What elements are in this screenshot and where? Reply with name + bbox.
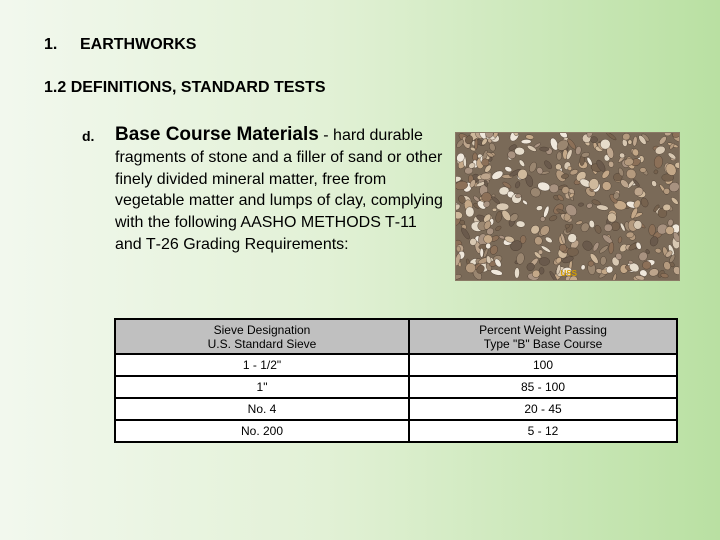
table-row (115, 398, 677, 420)
header-sieve-line1: Sieve Designation (213, 322, 311, 337)
sieve-cell: 1" (115, 376, 409, 398)
pebble (486, 243, 491, 249)
pebble (539, 267, 544, 274)
sieve-cell: No. 4 (115, 398, 409, 420)
pebble (567, 248, 579, 257)
table-row (115, 376, 677, 398)
section-number: 1. (44, 36, 58, 53)
pebble (539, 258, 550, 266)
pebble (662, 204, 671, 211)
table-row (115, 354, 677, 376)
pebble (456, 246, 460, 252)
header-percent-line1: Percent Weight Passing (479, 322, 607, 337)
header-percent-line2: Type "B" Base Course (483, 336, 603, 351)
header-sieve (115, 319, 409, 354)
photo-watermark: USS (560, 269, 577, 278)
percent-cell: 100 (409, 354, 677, 376)
section-title: EARTHWORKS (80, 36, 197, 53)
pebble (521, 139, 531, 144)
gravel-texture (456, 133, 679, 280)
pebble (568, 166, 572, 171)
definition-term: Base Course Materials (115, 124, 319, 145)
gravel-photo (455, 132, 680, 281)
pebble (514, 268, 519, 279)
header-sieve-line2: U.S. Standard Sieve (207, 336, 317, 351)
pebble (539, 147, 549, 152)
sieve-cell: 1 - 1/2" (115, 354, 409, 376)
definition-body: - hard durable fragments of stone and a filler of sand or other finely divided mineral matter, free from vegetable matter and lumps of clay, complying with the following AASHO METHODS T‑11 and T‑26 Grading Requirements: (115, 127, 443, 253)
percent-cell: 20 - 45 (409, 398, 677, 420)
percent-cell: 85 - 100 (409, 376, 677, 398)
table-row (115, 420, 677, 442)
header-percent (409, 319, 677, 354)
pebble (628, 140, 632, 145)
table-header-row (115, 319, 677, 354)
pebble (465, 207, 474, 217)
percent-cell: 5 - 12 (409, 420, 677, 442)
pebble (640, 167, 647, 172)
pebble (556, 152, 562, 161)
sieve-cell: No. 200 (115, 420, 409, 442)
definition-paragraph (115, 124, 445, 256)
pebble (480, 248, 484, 257)
subsection-title: 1.2 DEFINITIONS, STANDARD TESTS (44, 79, 326, 96)
grading-table (114, 318, 678, 443)
pebble (492, 208, 497, 211)
pebble (496, 203, 509, 210)
pebble (590, 136, 598, 143)
item-label: d. (82, 128, 95, 144)
pebble (600, 139, 610, 149)
